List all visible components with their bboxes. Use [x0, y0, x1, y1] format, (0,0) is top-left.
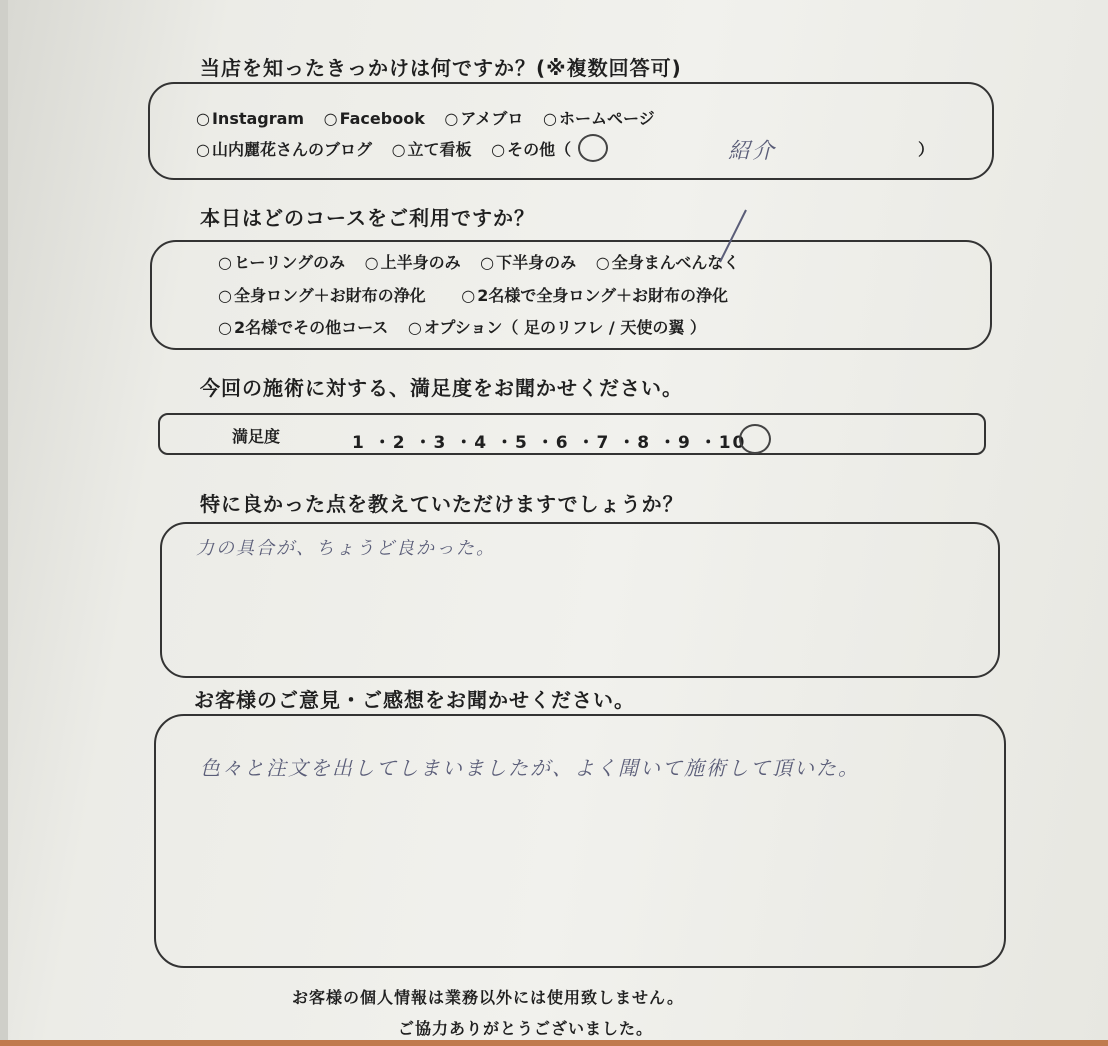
paper-shadow-edge: [0, 0, 8, 1046]
option-blog[interactable]: ○ 山内麗花さんのブログ: [196, 140, 372, 159]
selected-circle-mark: [578, 134, 608, 162]
q1-row2: [196, 137, 585, 160]
course-pair-full-long-wallet[interactable]: ○ 2名様で全身ロング＋お財布の浄化: [461, 286, 729, 305]
course-lower-body[interactable]: ○ 下半身のみ: [480, 253, 577, 272]
option-instagram[interactable]: ○ Instagram: [196, 109, 305, 128]
q1-options-box: [148, 82, 994, 180]
option-homepage[interactable]: ○ ホームページ: [543, 109, 655, 128]
q5-heading: お客様のご意見・ご感想をお聞かせください。: [194, 688, 635, 712]
thanks-message: ご協力ありがとうございました。: [398, 1019, 654, 1038]
q3-heading: 今回の施術に対する、満足度をお聞かせください。: [200, 376, 683, 400]
q2-heading: 本日はどのコースをご利用ですか？: [200, 206, 535, 230]
option-ameblo[interactable]: ○ アメブロ: [444, 109, 524, 128]
privacy-notice: お客様の個人情報は業務以外には使用致しません。: [292, 988, 684, 1007]
course-full-long-wallet[interactable]: ○ 全身ロング＋お財布の浄化: [218, 286, 426, 305]
course-upper-body[interactable]: ○ 上半身のみ: [364, 253, 461, 272]
satisfaction-scale[interactable]: 1 ・2 ・3 ・4 ・5 ・6 ・7 ・8 ・9 ・10: [352, 433, 747, 453]
q2-row3: [218, 315, 720, 338]
q4-heading: 特に良かった点を教えていただけますでしょうか？: [200, 492, 684, 516]
q2-row2: [218, 283, 742, 306]
q5-answer-text[interactable]: 色々と注文を出してしまいましたが、よく聞いて施術して頂いた。: [200, 756, 860, 780]
satisfaction-label: 満足度: [232, 427, 281, 446]
q1-heading: 当店を知ったきっかけは何ですか？(※複数回答可): [200, 56, 682, 80]
course-full-body[interactable]: ○ 全身まんべんなく: [595, 253, 740, 272]
table-surface-edge: [0, 1040, 1108, 1046]
q4-answer-text[interactable]: 力の具合が、ちょうど良かった。: [196, 538, 496, 559]
q1-row1: [196, 106, 669, 129]
option-other[interactable]: ○ その他（: [491, 140, 572, 159]
selected-rating-circle: [739, 424, 771, 454]
option-signboard[interactable]: ○ 立て看板: [391, 140, 472, 159]
option-facebook[interactable]: ○ Facebook: [323, 109, 425, 128]
course-pair-other[interactable]: ○ 2名様でその他コース: [218, 318, 389, 337]
q1-other-answer[interactable]: 紹介: [728, 139, 777, 164]
q1-close-paren: ）: [918, 140, 935, 159]
course-option[interactable]: ○ オプション（ 足のリフレ / 天使の翼 ）: [407, 318, 706, 337]
q2-row1: [218, 250, 753, 273]
course-healing-only[interactable]: ○ ヒーリングのみ: [218, 253, 346, 272]
checkmark-stroke-icon: [712, 208, 752, 268]
